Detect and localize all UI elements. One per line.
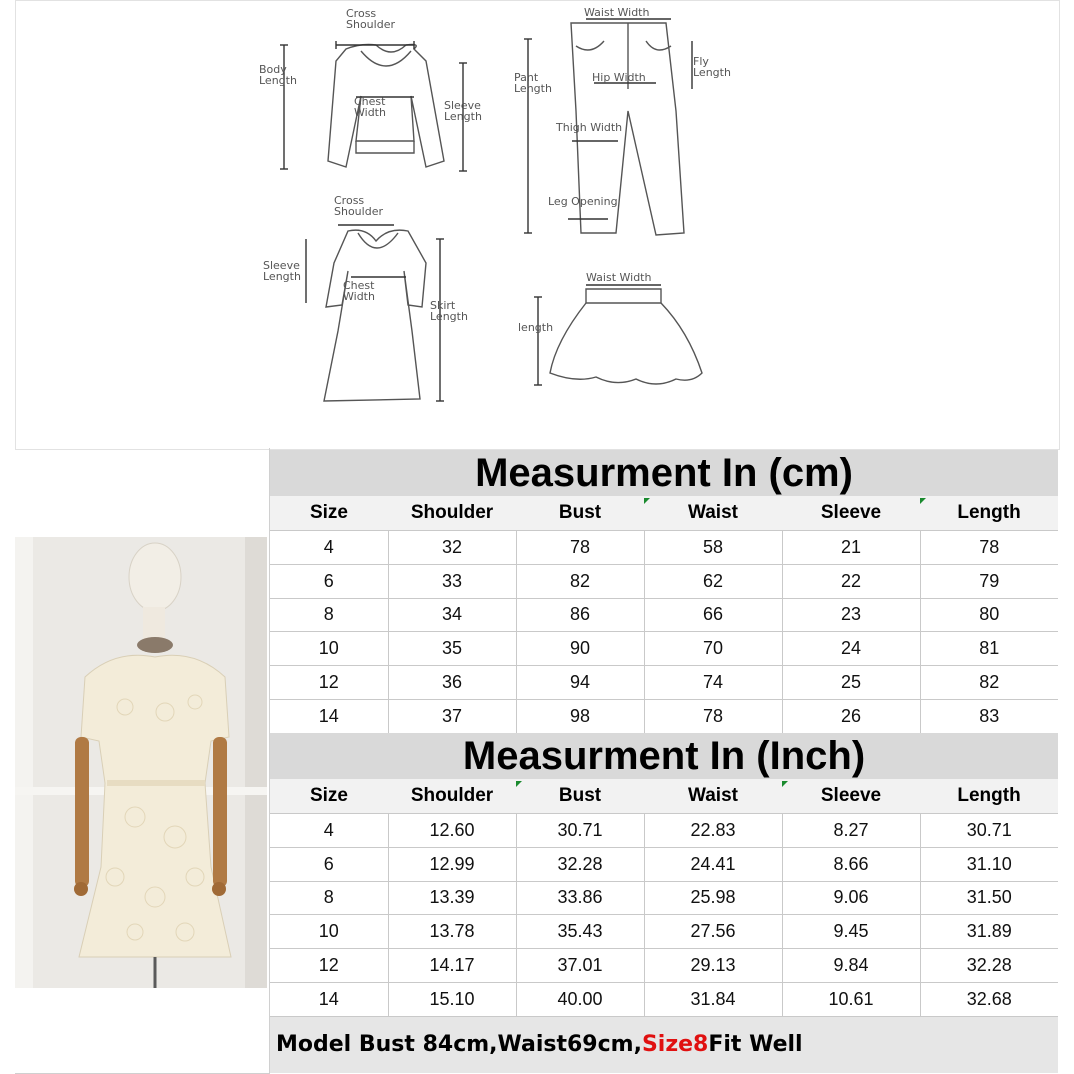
dress-skirt-length-label: Skirt Length <box>430 299 468 323</box>
dress-sleeve-length-label: Sleeve Length <box>263 259 301 283</box>
table-cell: 70 <box>644 632 782 666</box>
comment-marker <box>516 781 522 787</box>
table-cell: 6 <box>270 847 388 881</box>
model-size-note <box>270 1017 1058 1073</box>
pants-hip-width-label: Hip Width <box>592 71 646 84</box>
table-cell: 14.17 <box>388 949 516 983</box>
model-note-size-highlight: Size8 <box>641 1032 709 1057</box>
table-cell: 26 <box>782 699 920 733</box>
col-header-size: Size <box>270 496 388 531</box>
table-cell: 12.99 <box>388 847 516 881</box>
col-header-waist: Waist <box>644 496 782 531</box>
table-cell: 29.13 <box>644 949 782 983</box>
table-cell: 30.71 <box>516 814 644 848</box>
table-cell: 33.86 <box>516 881 644 915</box>
table-cell: 79 <box>920 564 1058 598</box>
table-cell: 32.28 <box>516 847 644 881</box>
top-cross-shoulder-label: Cross Shoulder <box>346 7 395 31</box>
dress-chest-width-label: Chest Width <box>343 279 375 303</box>
pants-waist-width-label: Waist Width <box>584 6 650 19</box>
col-header-bust: Bust <box>516 779 644 814</box>
table-cell: 31.50 <box>920 881 1058 915</box>
size-table-cm <box>270 450 1058 734</box>
col-header-sleeve: Sleeve <box>782 779 920 814</box>
table-cell: 32 <box>388 531 516 565</box>
pants-fly-length-label: Fly Length <box>693 55 731 79</box>
size-table-inch <box>270 733 1058 1017</box>
pants-pant-length-label: Pant Length <box>514 71 552 95</box>
table-cell: 90 <box>516 632 644 666</box>
table-cell: 31.84 <box>644 982 782 1016</box>
table-cell: 33 <box>388 564 516 598</box>
dress-on-mannequin-image <box>15 537 267 988</box>
table-cell: 8.27 <box>782 814 920 848</box>
garment-sketches <box>16 1 1059 449</box>
table-cell: 24.41 <box>644 847 782 881</box>
dress-cross-shoulder-label: Cross Shoulder <box>334 194 383 218</box>
table-cell: 10 <box>270 915 388 949</box>
table-row <box>270 915 1058 949</box>
top-sleeve-length-label: Sleeve Length <box>444 99 482 123</box>
table-cell: 22.83 <box>644 814 782 848</box>
comment-marker <box>644 498 650 504</box>
top-chest-width-label: Chest Width <box>354 95 386 119</box>
table-row <box>270 531 1058 565</box>
table-cell: 36 <box>388 666 516 700</box>
table-cell: 4 <box>270 531 388 565</box>
table-cell: 82 <box>920 666 1058 700</box>
table-cell: 34 <box>388 598 516 632</box>
table-cell: 66 <box>644 598 782 632</box>
table-row <box>270 949 1058 983</box>
table-cell: 74 <box>644 666 782 700</box>
skirt-waist-width-label: Waist Width <box>586 271 652 284</box>
table-cell: 78 <box>920 531 1058 565</box>
skirt-sketch <box>550 289 702 384</box>
comment-marker <box>782 781 788 787</box>
table-cell: 31.10 <box>920 847 1058 881</box>
table-inch-title: Measurment In (Inch) <box>270 733 1058 779</box>
table-row <box>270 982 1058 1016</box>
table-cell: 86 <box>516 598 644 632</box>
table-cell: 12 <box>270 949 388 983</box>
table-cell: 25.98 <box>644 881 782 915</box>
col-header-length: Length <box>920 496 1058 531</box>
table-cell: 81 <box>920 632 1058 666</box>
skirt-length-label: length <box>518 321 554 334</box>
table-cell: 37.01 <box>516 949 644 983</box>
model-note-suffix: Fit Well <box>708 1032 803 1057</box>
comment-marker <box>920 498 926 504</box>
table-cell: 80 <box>920 598 1058 632</box>
table-inch-header-row <box>270 779 1058 814</box>
table-cell: 35.43 <box>516 915 644 949</box>
table-cm-header-row <box>270 496 1058 531</box>
table-cell: 10 <box>270 632 388 666</box>
col-header-shoulder: Shoulder <box>388 496 516 531</box>
table-cell: 9.06 <box>782 881 920 915</box>
table-cell: 82 <box>516 564 644 598</box>
table-cell: 31.89 <box>920 915 1058 949</box>
top-body-length-label: Body Length <box>259 63 297 87</box>
table-cell: 4 <box>270 814 388 848</box>
table-cell: 78 <box>516 531 644 565</box>
table-cell: 14 <box>270 699 388 733</box>
table-cell: 8.66 <box>782 847 920 881</box>
table-cell: 9.45 <box>782 915 920 949</box>
pants-leg-opening-label: Leg Opening <box>548 195 618 208</box>
table-row <box>270 598 1058 632</box>
table-cell: 13.39 <box>388 881 516 915</box>
col-header-bust: Bust <box>516 496 644 531</box>
measurement-diagram <box>15 0 1060 450</box>
table-cell: 24 <box>782 632 920 666</box>
table-cell: 78 <box>644 699 782 733</box>
col-header-size: Size <box>270 779 388 814</box>
table-cell: 12 <box>270 666 388 700</box>
table-row <box>270 666 1058 700</box>
dress-sketch <box>324 230 426 401</box>
table-cell: 32.28 <box>920 949 1058 983</box>
table-cm-title: Measurment In (cm) <box>270 450 1058 496</box>
table-row <box>270 564 1058 598</box>
table-cell: 25 <box>782 666 920 700</box>
col-header-waist: Waist <box>644 779 782 814</box>
table-cell: 94 <box>516 666 644 700</box>
table-cell: 22 <box>782 564 920 598</box>
model-note-text: Model Bust 84cm,Waist69cm, <box>276 1032 642 1057</box>
table-cell: 58 <box>644 531 782 565</box>
table-cell: 40.00 <box>516 982 644 1016</box>
col-header-sleeve: Sleeve <box>782 496 920 531</box>
pants-thigh-width-label: Thigh Width <box>556 121 623 134</box>
table-cell: 15.10 <box>388 982 516 1016</box>
table-row <box>270 847 1058 881</box>
table-cell: 12.60 <box>388 814 516 848</box>
table-cell: 21 <box>782 531 920 565</box>
table-cell: 98 <box>516 699 644 733</box>
table-cell: 27.56 <box>644 915 782 949</box>
table-cell: 13.78 <box>388 915 516 949</box>
table-cell: 8 <box>270 598 388 632</box>
table-cell: 6 <box>270 564 388 598</box>
table-cell: 10.61 <box>782 982 920 1016</box>
table-cell: 8 <box>270 881 388 915</box>
product-photo <box>15 537 267 988</box>
top-sketch <box>328 45 444 168</box>
table-cell: 83 <box>920 699 1058 733</box>
table-row <box>270 632 1058 666</box>
col-header-length: Length <box>920 779 1058 814</box>
table-cell: 14 <box>270 982 388 1016</box>
table-cell: 30.71 <box>920 814 1058 848</box>
table-row <box>270 881 1058 915</box>
col-header-shoulder: Shoulder <box>388 779 516 814</box>
table-cell: 62 <box>644 564 782 598</box>
table-cell: 32.68 <box>920 982 1058 1016</box>
table-cell: 35 <box>388 632 516 666</box>
table-cell: 23 <box>782 598 920 632</box>
table-cell: 9.84 <box>782 949 920 983</box>
table-cell: 37 <box>388 699 516 733</box>
table-row <box>270 814 1058 848</box>
table-row <box>270 699 1058 733</box>
